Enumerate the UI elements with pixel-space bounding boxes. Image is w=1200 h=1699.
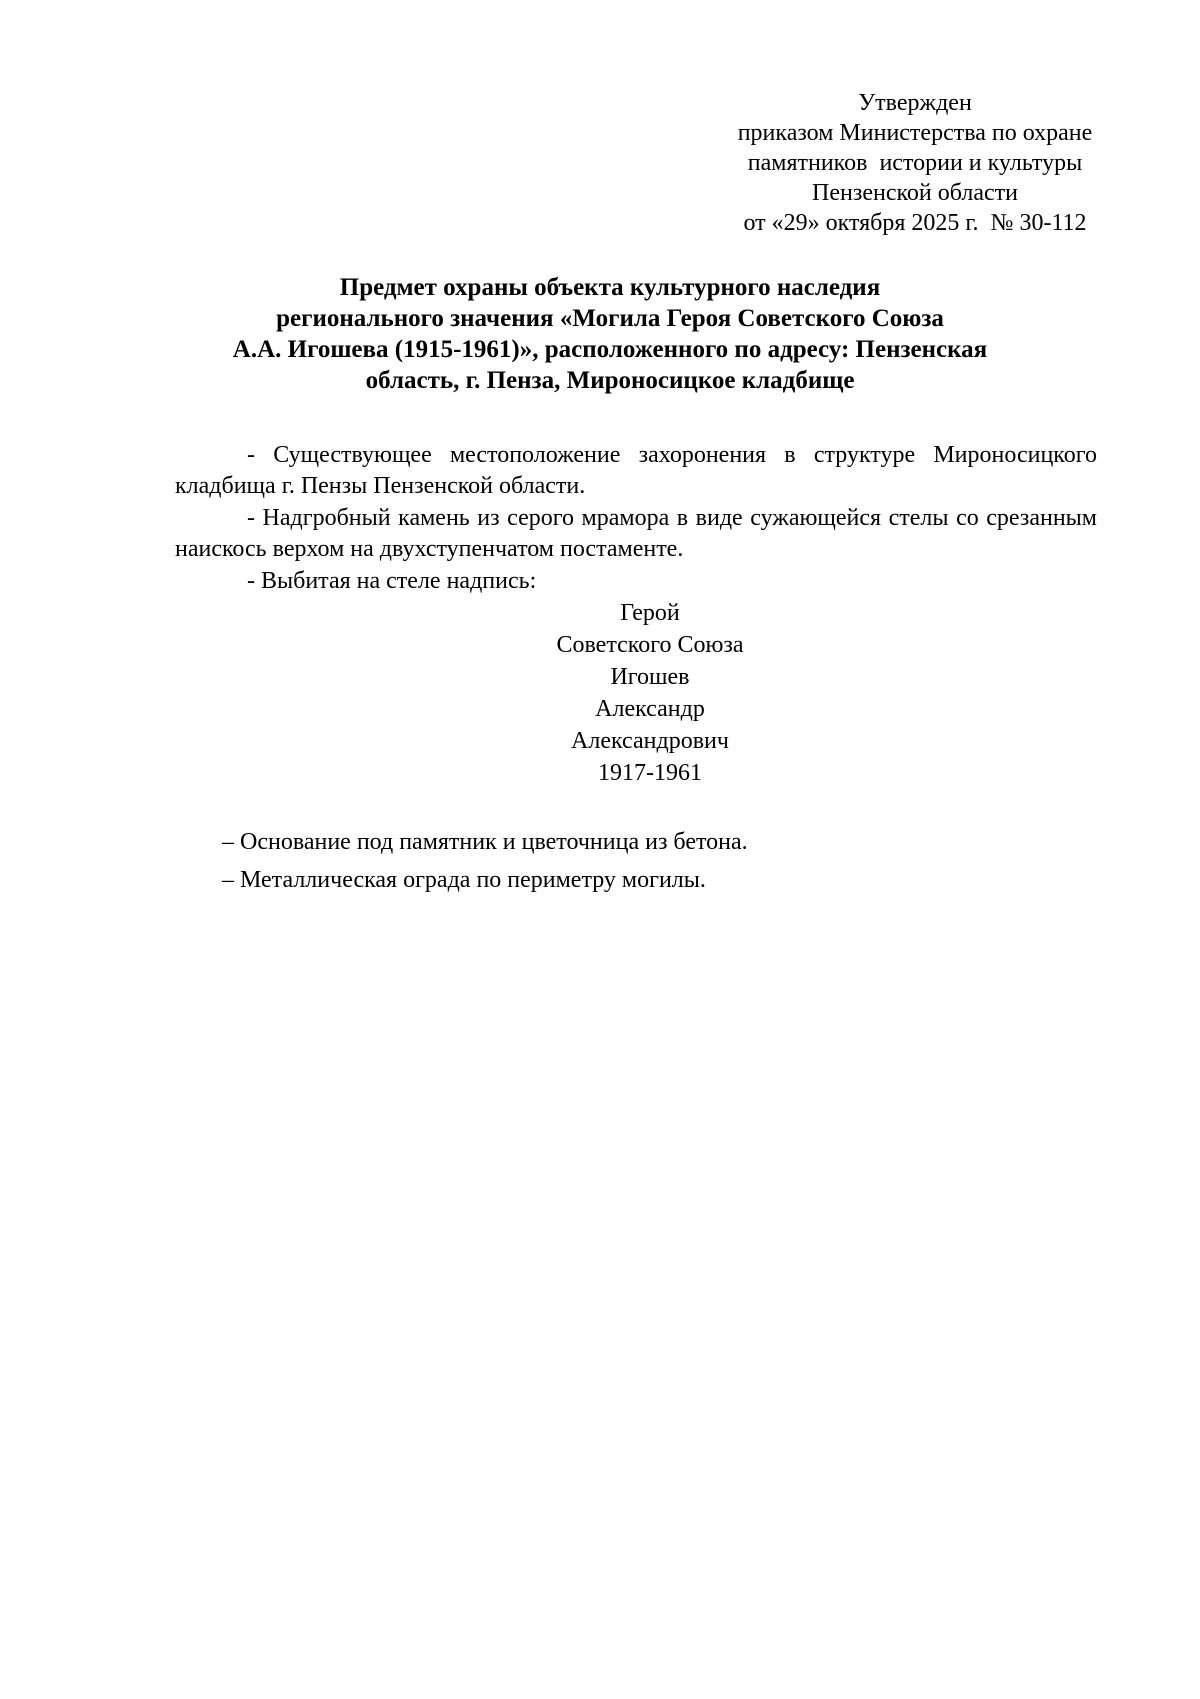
stele-inscription (350, 597, 950, 789)
item-stone: - Надгробный камень из серого мрамора в виде сужающейся стелы со срезанным наискось верхом на двухступенчатом постаменте. (175, 505, 1097, 562)
item-fence: – Металлическая ограда по периметру могилы. (222, 867, 706, 893)
inscription-line-6: 1917-1961 (598, 760, 702, 786)
inscription-line-5: Александрович (571, 728, 729, 754)
inscription-line-3: Игошев (610, 664, 690, 690)
approval-line-ministry: памятников истории и культуры (747, 150, 1083, 176)
approval-stamp-block (690, 88, 1140, 238)
approval-line-approved: Утвержден (858, 90, 972, 116)
title-line-2: регионального значения «Могила Героя Советского Союза (276, 305, 944, 332)
approval-line-order: приказом Министерства по охране (737, 120, 1093, 146)
inscription-line-1: Герой (620, 600, 680, 626)
title-line-3: А.А. Игошева (1915-1961)», расположенного по адресу: Пензенская (232, 336, 988, 363)
inscription-line-4: Александр (595, 696, 705, 722)
document-title (150, 272, 1070, 396)
title-line-4: область, г. Пенза, Мироносицкое кладбище (365, 367, 855, 394)
inscription-line-2: Советского Союза (556, 632, 744, 658)
item-location: - Существующее местоположение захоронения в структуре Мироносицкого кладбища г. Пензы Пензенской области. (175, 442, 1097, 499)
title-line-1: Предмет охраны объекта культурного наследия (339, 274, 881, 301)
approval-line-region: Пензенской области (812, 180, 1018, 206)
approval-line-date-number: от «29» октября 2025 г. № 30-112 (743, 210, 1087, 236)
item-inscription-intro: - Выбитая на стеле надпись: (247, 568, 537, 594)
item-base: – Основание под памятник и цветочница из бетона. (222, 829, 748, 855)
